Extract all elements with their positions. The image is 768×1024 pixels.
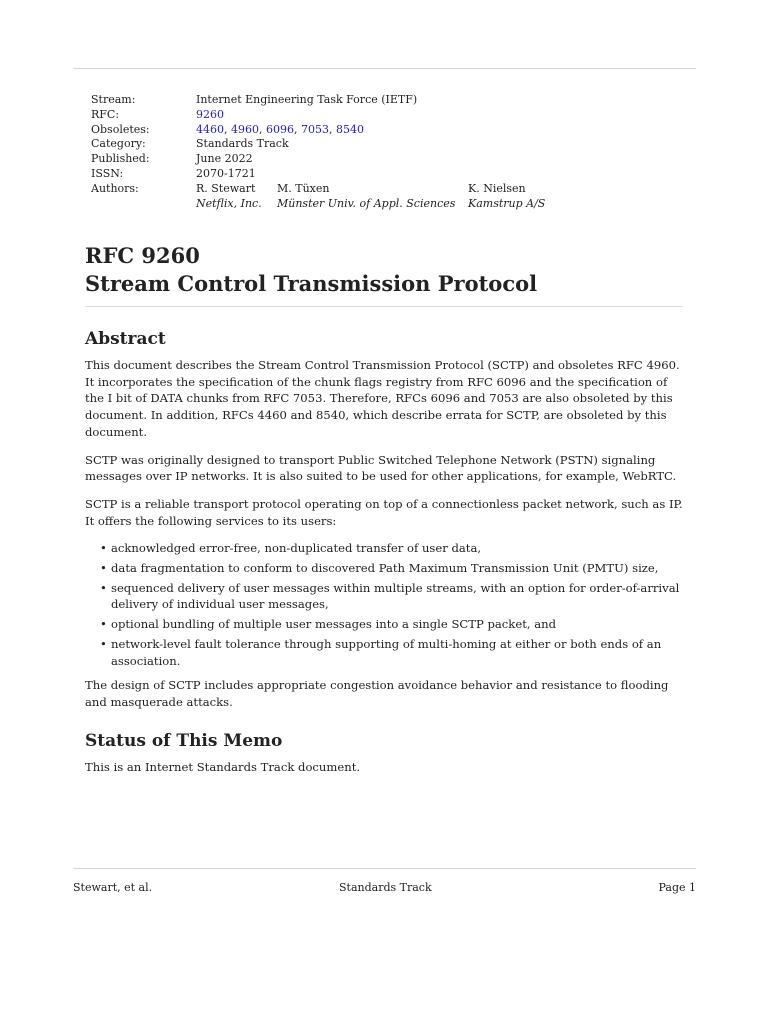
abstract-paragraph-1: This document describes the Stream Control Transmission Protocol (SCTP) and obsoletes RFC 4960. It incorporates the specification of the chunk flags registry from RFC 6096 and the specification of the I bit of DATA chunks from RFC 7053. Therefore, RFCs 6096 and 7053 are also obsoleted by this document. In addition, RFCs 4460 and 8540, which describe errata for SCTP, are obsoleted by this document.: [85, 358, 680, 439]
obsoletes-list: [196, 123, 364, 138]
title-divider: [85, 306, 683, 307]
bullet-icon: •: [100, 617, 107, 632]
rfc-number-link[interactable]: 9260: [196, 107, 224, 121]
list-item-text: sequenced delivery of user messages within multiple streams, with an option for order-of-arrival delivery of individual user messages,: [111, 580, 680, 612]
meta-published-label: Published:: [91, 152, 150, 166]
meta-stream: [91, 93, 545, 108]
top-rule: [73, 68, 696, 69]
meta-category: [91, 137, 545, 152]
obsoletes-link-6096[interactable]: 6096: [266, 122, 294, 136]
list-item-text: optional bundling of multiple user messages into a single SCTP packet, and: [111, 617, 557, 632]
meta-obsoletes-label: Obsoletes:: [91, 122, 150, 136]
status-heading: Status of This Memo: [85, 730, 283, 751]
meta-obsoletes: [91, 123, 545, 138]
author-org: Münster Univ. of Appl. Sciences: [277, 196, 456, 210]
meta-authors-label: Authors:: [91, 181, 139, 195]
meta-category-value: Standards Track: [196, 137, 289, 151]
obsoletes-separator: ,: [294, 122, 301, 136]
obsoletes-link-4460[interactable]: 4460: [196, 122, 224, 136]
list-item: [85, 616, 685, 633]
footer-authors: Stewart, et al.: [73, 881, 153, 894]
bullet-icon: •: [100, 636, 107, 651]
meta-stream-label: Stream:: [91, 93, 136, 106]
meta-rfc-label: RFC:: [91, 107, 120, 121]
bullet-icon: •: [100, 580, 107, 595]
meta-issn: [91, 167, 545, 182]
obsoletes-link-8540[interactable]: 8540: [336, 122, 364, 136]
list-item: [85, 636, 685, 669]
page-title: [85, 242, 685, 298]
main-content: [85, 242, 685, 775]
meta-published: [91, 152, 545, 167]
list-item-text: data fragmentation to conform to discovered Path Maximum Transmission Unit (PMTU) size,: [111, 561, 659, 576]
author-name: M. Tüxen: [277, 181, 330, 195]
meta-rfc: [91, 108, 545, 123]
list-item-text: acknowledged error-free, non-duplicated transfer of user data,: [111, 541, 482, 556]
meta-issn-value: 2070-1721: [196, 166, 256, 180]
obsoletes-separator: ,: [224, 122, 231, 136]
meta-issn-label: ISSN:: [91, 166, 124, 180]
list-item: [85, 580, 685, 613]
title-rfc-number: RFC 9260: [85, 243, 200, 268]
bullet-icon: •: [100, 561, 107, 576]
footer-page-number: Page 1: [658, 881, 696, 894]
title-protocol-name: Stream Control Transmission Protocol: [85, 271, 538, 296]
meta-authors: [91, 182, 545, 212]
abstract-paragraph-3: SCTP is a reliable transport protocol operating on top of a connectionless packet network, such as IP. It offers the following services to its users:: [85, 496, 683, 528]
abstract-heading: Abstract: [85, 329, 166, 349]
footer-category: Standards Track: [339, 881, 432, 894]
services-list: [85, 540, 685, 669]
obsoletes-separator: ,: [329, 122, 336, 136]
abstract-paragraph-2: SCTP was originally designed to transport Public Switched Telephone Network (PSTN) signaling messages over IP networks. It is also suited to be used for other applications, for example, WebRTC.: [85, 452, 677, 484]
bullet-icon: •: [100, 541, 107, 556]
meta-published-value: June 2022: [196, 152, 253, 166]
author-name: K. Nielsen: [468, 181, 526, 195]
list-item-text: network-level fault tolerance through supporting of multi-homing at either or both ends of an association.: [111, 636, 662, 668]
obsoletes-separator: ,: [259, 122, 266, 136]
abstract-paragraph-4: The design of SCTP includes appropriate congestion avoidance behavior and resistance to flooding and masquerade attacks.: [85, 678, 669, 709]
obsoletes-link-7053[interactable]: 7053: [301, 122, 329, 136]
meta-stream-value: Internet Engineering Task Force (IETF): [196, 93, 418, 106]
footer-rule: [73, 868, 696, 869]
author-org: Netflix, Inc.: [196, 196, 262, 210]
document-metadata: [91, 93, 545, 211]
list-item: [85, 560, 685, 577]
status-paragraph: This is an Internet Standards Track document.: [85, 759, 361, 774]
list-item: [85, 540, 685, 557]
author-name: R. Stewart: [196, 181, 256, 195]
meta-category-label: Category:: [91, 137, 146, 151]
author-nielsen: [468, 182, 545, 212]
author-tuxen: [277, 182, 468, 212]
obsoletes-link-4960[interactable]: 4960: [231, 122, 259, 136]
author-stewart: [196, 182, 277, 212]
author-org: Kamstrup A/S: [468, 196, 546, 210]
